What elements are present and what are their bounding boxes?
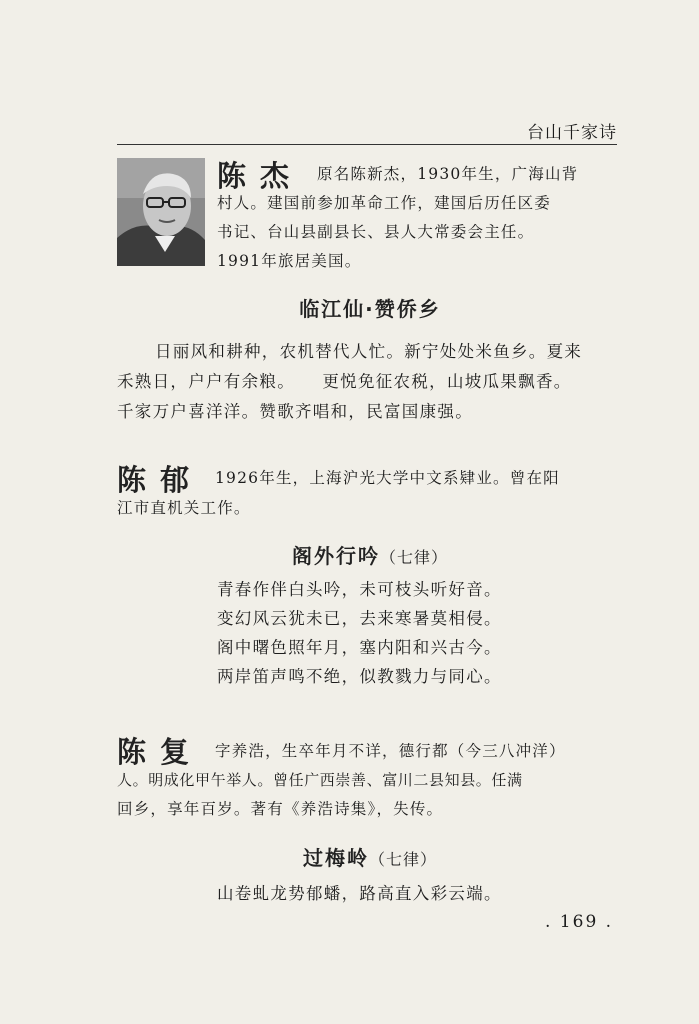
poem-line: 千家万户喜洋洋。赞歌齐唱和，民富国康强。 [117,402,473,421]
author-name: 陈杰 [217,159,304,193]
poem-line: 日丽风和耕种，农机替代人忙。新宁处处米鱼乡。夏来 [155,342,583,361]
author-bio-line: 字养浩，生卒年月不详，德行都（今三八冲洋） [215,742,566,760]
page-number: . 169 . [545,912,614,932]
author-bio-line: 人。明成化甲午举人。曾任广西崇善、富川二县知县。任满 [117,771,523,789]
poem-line: 山卷虬龙势郁蟠，路高直入彩云端。 [217,884,502,903]
author-bio-line: 1991年旅居美国。 [217,252,362,270]
author-bio-line: 村人。建国前参加革命工作，建国后历任区委 [217,194,552,212]
poem-form: （七律） [379,548,448,567]
author-portrait [117,158,205,266]
poem-line: 阁中曙色照年月，塞内阳和兴古今。 [217,638,502,657]
author-bio-line: 书记、台山县副县长、县人大常委会主任。 [217,223,535,241]
running-header [117,116,617,145]
author-bio-line: 回乡，享年百岁。著有《养浩诗集》，失传。 [117,800,444,818]
poem-title [200,842,540,871]
author-bio-line: 原名陈新杰，1930年生，广海山背 [317,165,579,183]
poem-form: （七律） [368,850,437,869]
author-name: 陈郁 [117,463,204,497]
author-bio-line: 江市直机关工作。 [117,499,251,517]
poem-title [200,293,540,322]
poem-title-text: 临江仙·赞侨乡 [299,297,441,321]
poem-line: 变幻风云犹未已，去来寒暑莫相侵。 [217,609,502,628]
poem-line: 两岸笛声鸣不绝，似教戮力与同心。 [217,667,502,686]
author-name: 陈复 [117,735,204,769]
author-bio-line: 1926年生，上海沪光大学中文系肄业。曾在阳 [215,469,560,487]
portrait-image [117,158,205,266]
poem-line: 禾熟日，户户有余粮。 更悦免征农税，山坡瓜果飘香。 [117,372,572,391]
poem-title-text: 阁外行吟 [291,544,380,568]
poem-title-text: 过梅岭 [302,846,369,870]
poem-line: 青春作伴白头吟，未可枝头听好音。 [217,580,502,599]
poem-title [200,540,540,569]
book-title: 台山千家诗 [527,123,617,143]
